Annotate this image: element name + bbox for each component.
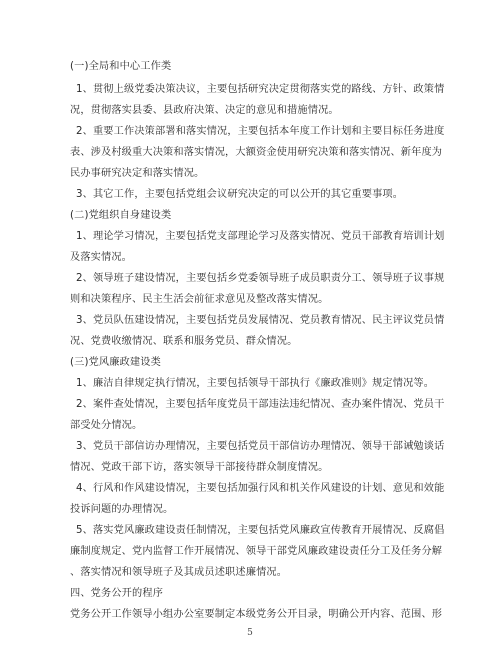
paragraph-line: 2、领导班子建设情况，主要包括乡党委领导班子成员职责分工、领导班子议事规 bbox=[76, 273, 445, 284]
paragraph-line: 则和决策程序、民主生活会前征求意见及整改落实情况。 bbox=[70, 294, 329, 305]
paragraph-line: 3、党员队伍建设情况，主要包括党员发展情况、党员教育情况、民主评议党员情 bbox=[76, 315, 445, 326]
paragraph-line: 况、党费收缴情况、联系和服务党员、群众情况。 bbox=[70, 336, 298, 347]
paragraph-line: 党务公开工作领导小组办公室要制定本级党务公开目录，明确公开内容、范围、形 bbox=[70, 609, 443, 620]
section-heading-1: (一)全局和中心工作类 bbox=[70, 61, 172, 72]
paragraph-line: 部受处分情况。 bbox=[70, 420, 143, 431]
section-heading-3: (三)党风廉政建设类 bbox=[70, 357, 161, 368]
paragraph-line: 1、廉洁自律规定执行情况，主要包括领导干部执行《廉政准则》规定情况等。 bbox=[76, 378, 435, 389]
paragraph-line: 5、落实党风廉政建设责任制情况，主要包括党风廉政宣传教育开展情况、反腐倡 bbox=[76, 525, 445, 536]
paragraph-line: 投诉问题的办理情况。 bbox=[70, 504, 174, 515]
paragraph-line: 情况、党政干部下访，落实领导干部接待群众制度情况。 bbox=[70, 462, 329, 473]
paragraph-line: 民办事研究决定和落实情况。 bbox=[70, 168, 205, 179]
paragraph-line: 1、理论学习情况，主要包括党支部理论学习及落实情况、党员干部教育培训计划 bbox=[76, 231, 445, 242]
section-heading-4: 四、党务公开的程序 bbox=[70, 588, 164, 599]
paragraph-line: 3、党员干部信访办理情况，主要包括党员干部信访办理情况、领导干部诫勉谈话 bbox=[76, 441, 445, 452]
paragraph-line: 2、重要工作决策部署和落实情况，主要包括本年度工作计划和主要目标任务进度 bbox=[76, 126, 445, 137]
paragraph-line: 及落实情况。 bbox=[70, 252, 133, 263]
paragraph-line: 1、贯彻上级党委决策决议，主要包括研究决定贯彻落实党的路线、方针、政策情 bbox=[76, 84, 445, 95]
section-heading-2: (二)党组织自身建设类 bbox=[70, 210, 172, 221]
paragraph-line: 2、案件查处情况，主要包括年度党员干部违法违纪情况、查办案件情况、党员干 bbox=[76, 399, 445, 410]
paragraph-line: 、落实情况和领导班子及其成员述职述廉情况。 bbox=[70, 567, 288, 578]
paragraph-line: 廉制度规定、党内监督工作开展情况、领导干部党风廉政建设责任分工及任务分解 bbox=[70, 546, 443, 557]
page-number: 5 bbox=[247, 628, 253, 638]
paragraph-line: 3、其它工作，主要包括党组会议研究决定的可以公开的其它重要事项。 bbox=[76, 189, 404, 200]
paragraph-line: 况，贯彻落实县委、县政府决策、决定的意见和措施情况。 bbox=[70, 105, 339, 116]
paragraph-line: 4、行风和作风建设情况，主要包括加强行风和机关作风建设的计划、意见和效能 bbox=[76, 483, 445, 494]
paragraph-line: 表、涉及村级重大决策和落实情况，大额资金使用研究决策和落实情况、新年度为 bbox=[70, 147, 443, 158]
